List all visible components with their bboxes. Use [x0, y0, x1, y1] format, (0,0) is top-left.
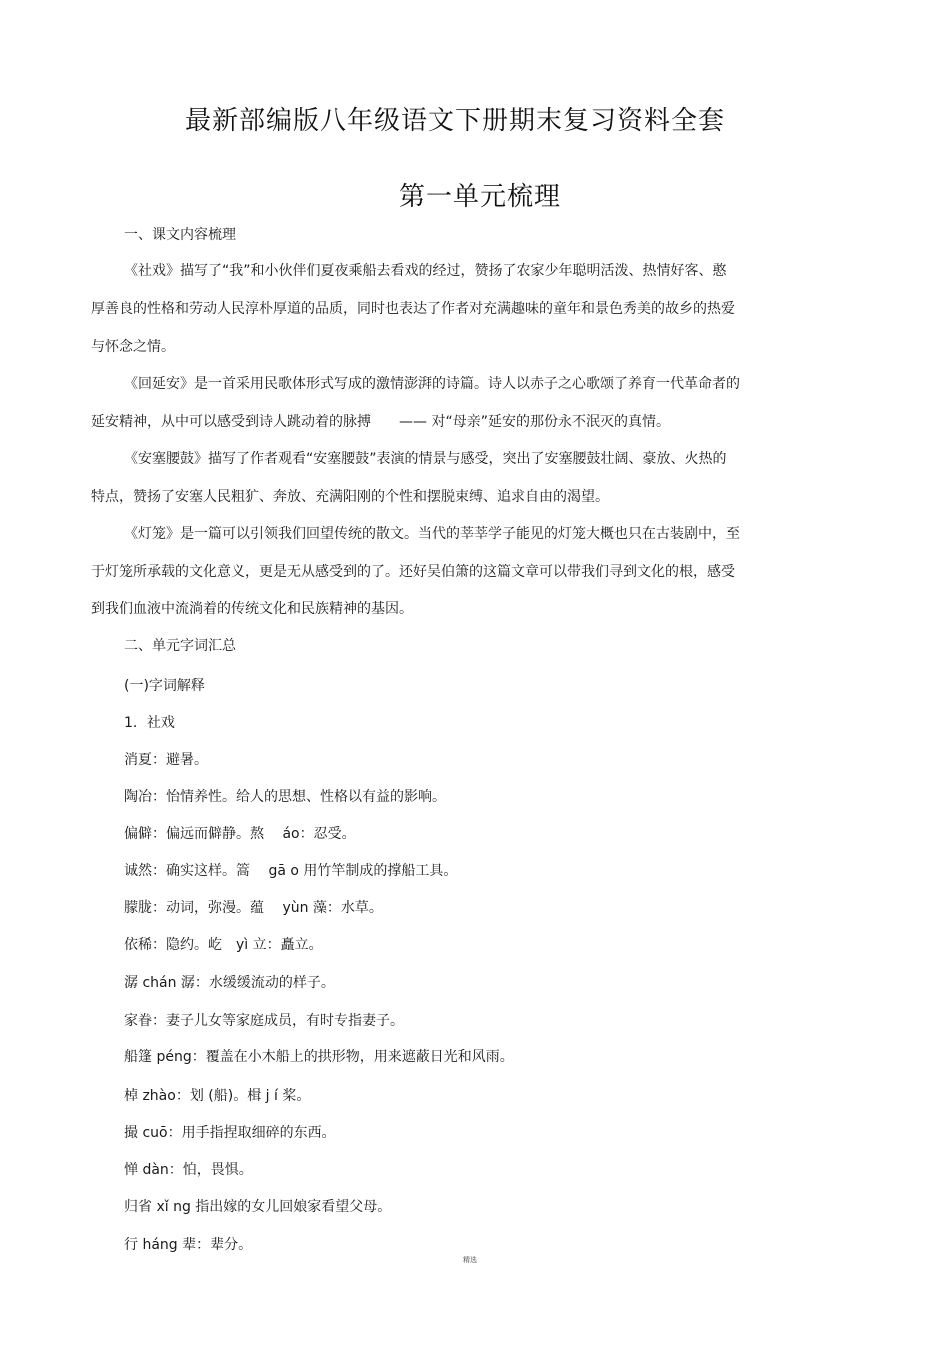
section-heading: 一、课文内容梳理	[124, 227, 236, 243]
paragraph-line: 特点，赞扬了安塞人民粗犷、奔放、充满阳刚的个性和摆脱束缚、追求自由的渴望。	[91, 489, 609, 505]
paragraph-line: 《安塞腰鼓》描写了作者观看“安塞腰鼓”表演的情景与感受，突出了安塞腰鼓壮阔、豪放、火热的	[124, 451, 727, 467]
unit-title: 第一单元梳理	[398, 182, 561, 212]
paragraph-line: 《回延安》是一首采用民歌体形式写成的激情澎湃的诗篇。诗人以赤子之心歌颂了养育一代革命者的	[124, 376, 740, 392]
paragraph-line: 于灯笼所承载的文化意义，更是无从感受到的了。还好吴伯箫的这篇文章可以带我们寻到文化的根，感受	[91, 564, 735, 580]
vocab-entry: 诚然：确实这样。篙 gā o 用竹竿制成的撑船工具。	[124, 863, 458, 879]
paragraph-line: 《社戏》描写了“我”和小伙伴们夏夜乘船去看戏的经过，赞扬了农家少年聪明活泼、热情好客、憨	[124, 263, 727, 279]
paragraph-line: 与怀念之情。	[91, 339, 175, 355]
paragraph-line: 《灯笼》是一篇可以引领我们回望传统的散文。当代的莘莘学子能见的灯笼大概也只在古装剧中，至	[124, 526, 740, 542]
vocab-entry: 船篷 péng：覆盖在小木船上的拱形物，用来遮蔽日光和风雨。	[124, 1049, 514, 1065]
vocab-entry: 惮 dàn：怕，畏惧。	[124, 1162, 253, 1178]
paragraph-line: 厚善良的性格和劳动人民淳朴厚道的品质，同时也表达了作者对充满趣味的童年和景色秀美的故乡的热爱	[91, 301, 735, 317]
vocab-entry: 行 háng 辈：辈分。	[124, 1237, 253, 1253]
section-heading: 二、单元字词汇总	[124, 638, 236, 654]
paragraph-line: 延安精神，从中可以感受到诗人跳动着的脉搏 —— 对“母亲”延安的那份永不泯灭的真情。	[91, 414, 670, 430]
vocab-entry: 归省 xǐ ng 指出嫁的女儿回娘家看望父母。	[124, 1199, 392, 1215]
document-title: 最新部编版八年级语文下册期末复习资料全套	[184, 106, 725, 136]
vocab-entry: 家眷：妻子儿女等家庭成员，有时专指妻子。	[124, 1013, 404, 1029]
vocab-entry: 偏僻：偏远而僻静。熬 áo：忍受。	[124, 826, 356, 842]
vocab-entry: 依稀：隐约。屹 yì 立：矗立。	[124, 937, 323, 953]
vocab-entry: 朦胧：动词，弥漫。蕴 yùn 藻：水草。	[124, 900, 383, 916]
vocab-entry: 潺 chán 潺：水缓缓流动的样子。	[124, 975, 335, 991]
lesson-title: 1．社戏	[124, 715, 175, 731]
vocab-entry: 陶冶：怡情养性。给人的思想、性格以有益的影响。	[124, 789, 446, 805]
subsection-heading: (一)字词解释	[124, 678, 205, 694]
vocab-entry: 棹 zhào：划 (船)。楫 j í 桨。	[124, 1088, 311, 1104]
vocab-entry: 撮 cuō：用手指捏取细碎的东西。	[124, 1125, 336, 1141]
vocab-entry: 消夏：避暑。	[124, 752, 208, 768]
page-footer: 精选	[463, 1256, 477, 1264]
paragraph-line: 到我们血液中流淌着的传统文化和民族精神的基因。	[91, 601, 413, 617]
